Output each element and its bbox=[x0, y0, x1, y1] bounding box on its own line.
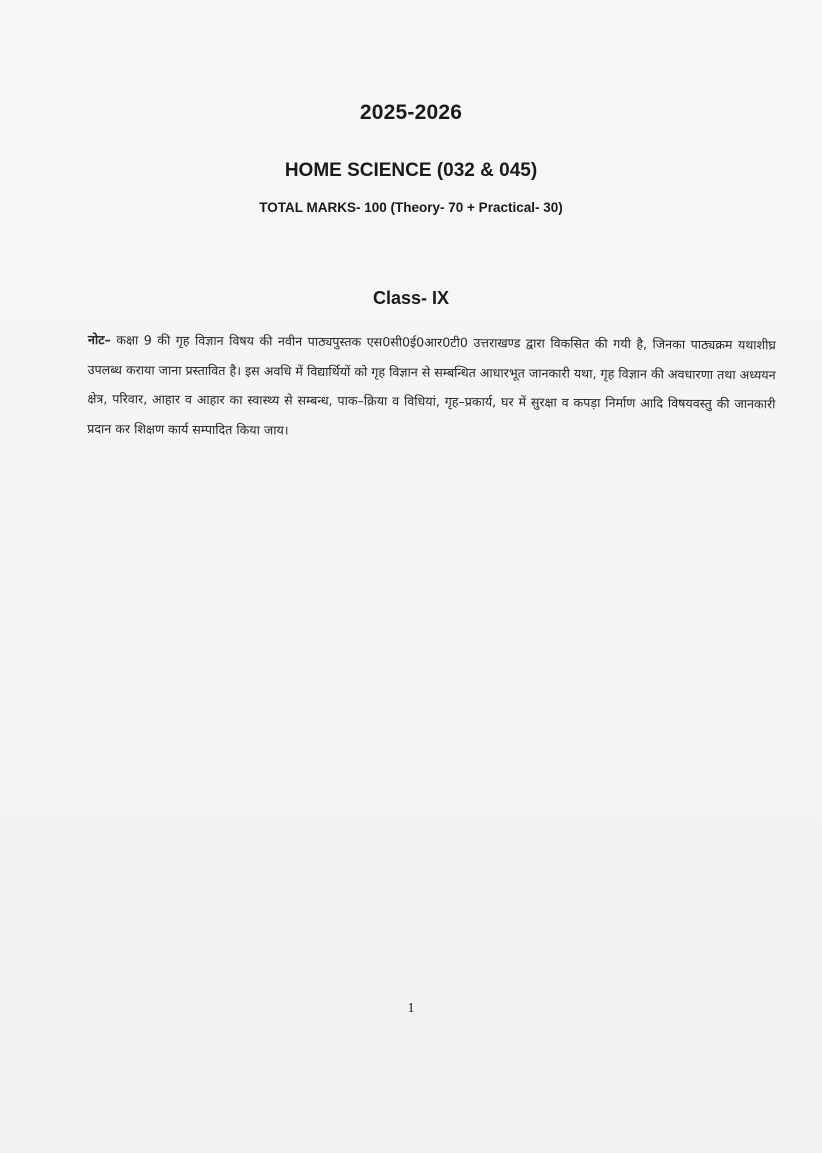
total-marks: TOTAL MARKS- 100 (Theory- 70 + Practical- 30) bbox=[259, 200, 563, 215]
note-paragraph bbox=[87, 325, 776, 448]
page-number: 1 bbox=[407, 1001, 415, 1016]
note-label: नोट– bbox=[87, 331, 111, 348]
class-heading: Class- IX bbox=[372, 288, 450, 308]
subject-title: HOME SCIENCE (032 & 045) bbox=[284, 160, 538, 181]
note-text: कक्षा 9 की गृह विज्ञान विषय की नवीन पाठ्यपुस्तक एस0सी0ई0आर0टी0 उत्तराखण्ड द्वारा विकसित की गयी है, जिनका पाठ्यक्रम यथाशीघ्र उपलब्ध कराया जाना प्रस्तावित है। इस अवधि में विद्यार्थियों को गृह विज्ञान से सम्बन्धित आधारभूत जानकारी यथा, गृह विज्ञान की अवधारणा तथा अध्ययन क्षेत्र, परिवार, आहार व आहार का स्वास्थ्य से सम्बन्ध, पाक–क्रिया व विधियां, गृह–प्रकार्य, घर में सुरक्षा व कपड़ा निर्माण आदि विषयवस्तु की जानकारी प्रदान कर शिक्षण कार्य सम्पादित किया जाय। bbox=[87, 332, 776, 438]
academic-year: 2025-2026 bbox=[359, 101, 463, 124]
